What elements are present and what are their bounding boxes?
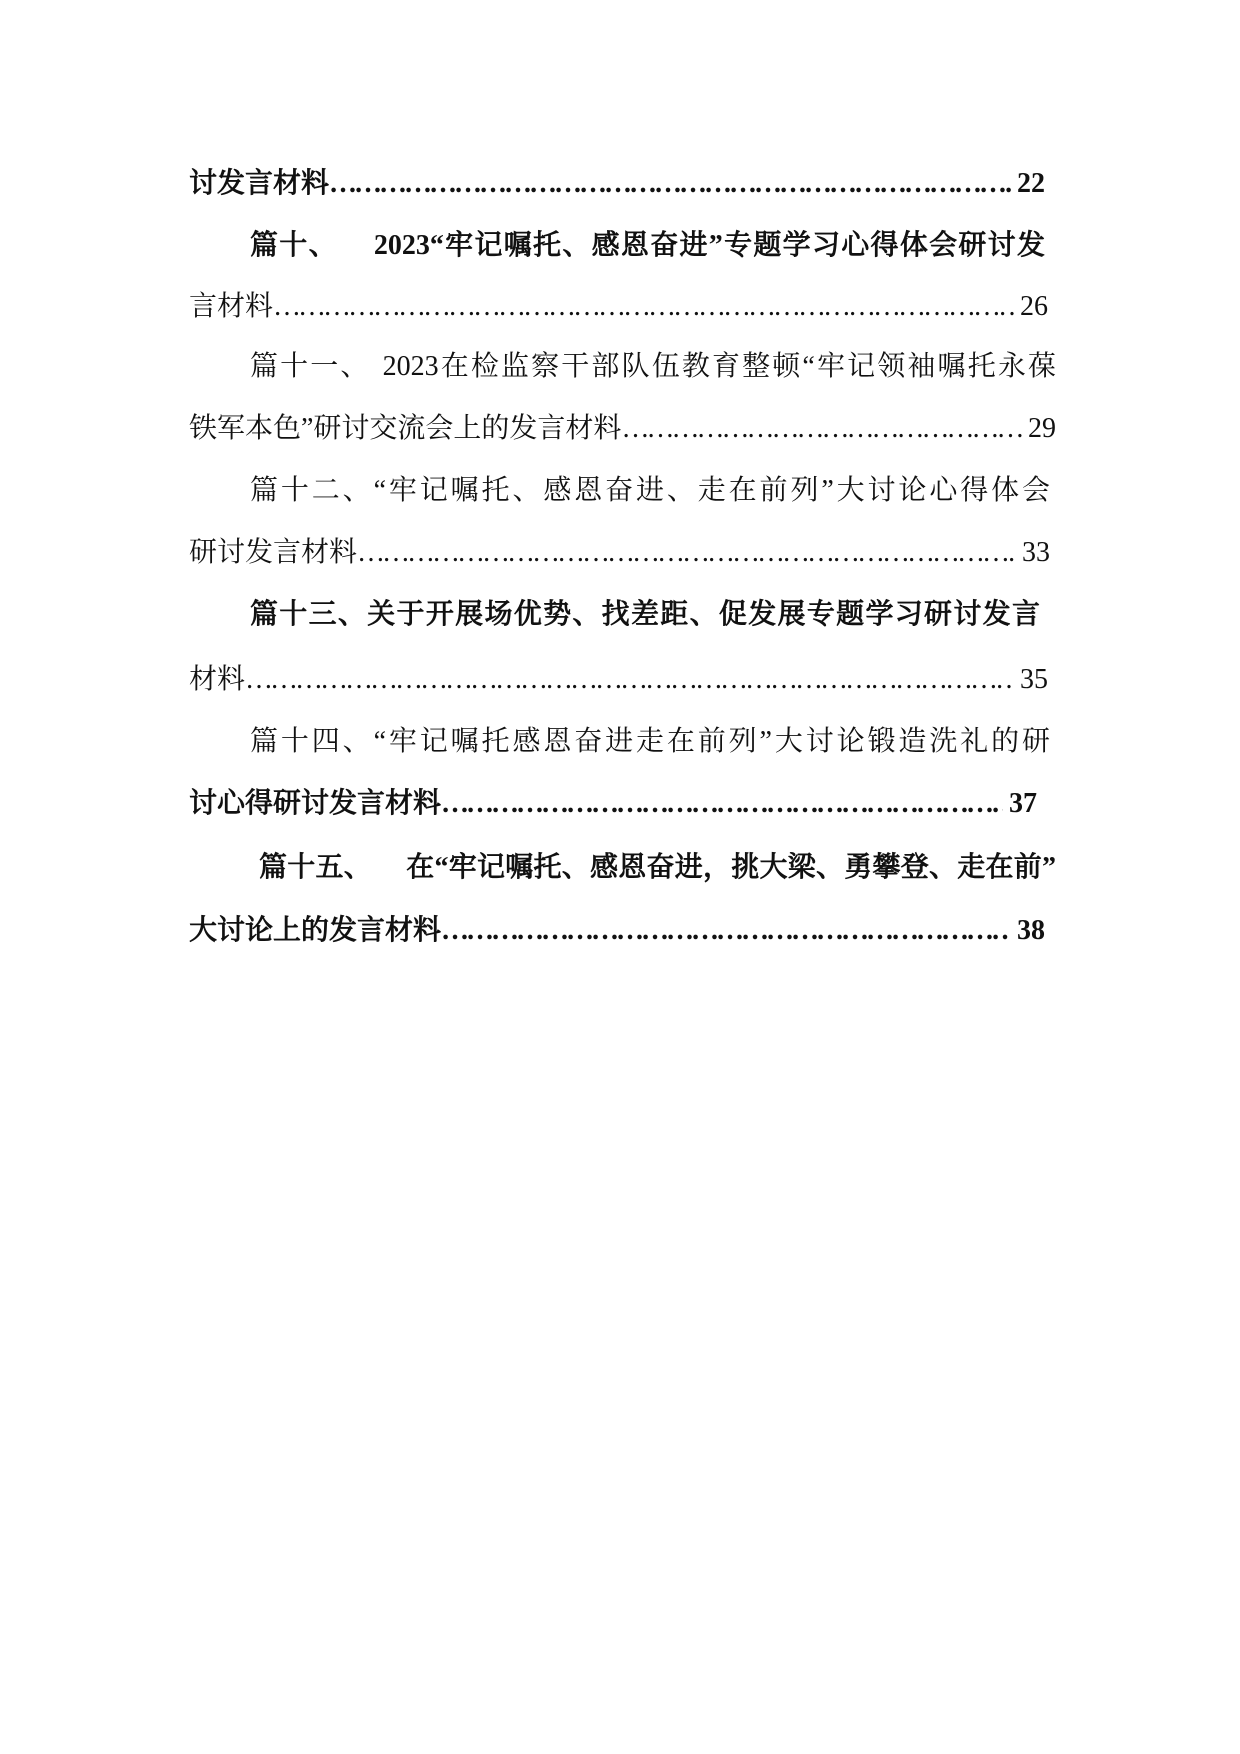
toc-entry-title: 铁军本色”研讨交流会上的发言材料 [189, 413, 622, 444]
toc-entry-11-heading[interactable] [250, 347, 1056, 387]
toc-entry-title: 研讨发言材料 [189, 537, 358, 568]
toc-entry-title: 2023在检监察干部队伍教育整顿“牢记领袖嘱托永葆 [382, 351, 1056, 382]
toc-entry-13-heading[interactable] [250, 595, 1040, 635]
toc-page-number: 35 [1020, 664, 1048, 695]
toc-entry-title: 讨心得研讨发言材料 [189, 788, 442, 819]
toc-entry-title: 大讨论上的发言材料 [189, 915, 442, 946]
toc-page-number: 22 [1017, 168, 1045, 199]
toc-entry-10-tail[interactable] [189, 287, 1048, 327]
toc-entry-title: 在“牢记嘱托、感恩奋进，挑大梁、勇攀登、走在前” [406, 852, 1056, 883]
dot-leader [441, 911, 1011, 951]
dot-leader [441, 784, 1003, 824]
toc-entry-label: 篇十四、 [250, 726, 374, 757]
toc-page-number: 26 [1020, 291, 1048, 322]
toc-entry-15-tail[interactable] [189, 911, 1045, 951]
dot-leader [273, 287, 1014, 327]
toc-entry-11-tail[interactable] [189, 409, 1056, 449]
toc-entry-title: 材料 [189, 664, 246, 695]
toc-page-number: 33 [1022, 537, 1050, 568]
dot-leader [357, 533, 1016, 573]
toc-entry-12-heading[interactable] [250, 471, 1050, 511]
toc-entry-12-tail[interactable] [189, 533, 1050, 573]
toc-entry-10-heading[interactable] [250, 226, 1045, 266]
toc-entry-label: 篇十二、 [250, 475, 374, 506]
toc-page-number: 38 [1017, 915, 1045, 946]
toc-entry-title: 言材料 [189, 291, 274, 322]
toc-entry-14-heading[interactable] [250, 722, 1050, 762]
toc-entry-15-heading[interactable] [259, 848, 1056, 888]
toc-entry-title: 关于开展场优势、找差距、促发展专题学习研讨发言 [367, 599, 1040, 630]
toc-page-number: 29 [1028, 413, 1056, 444]
toc-entry-13-tail[interactable] [189, 660, 1048, 700]
dot-leader [245, 660, 1014, 700]
toc-entry-title: “牢记嘱托感恩奋进走在前列”大讨论锻造洗礼的研 [373, 726, 1050, 757]
toc-entry-continued[interactable] [189, 164, 1045, 204]
toc-entry-label: 篇十三、 [250, 599, 368, 630]
toc-entry-14-tail[interactable] [189, 784, 1037, 824]
toc-entry-title: 2023“牢记嘱托、感恩奋进”专题学习心得体会研讨发 [373, 230, 1045, 261]
toc-entry-label: 篇十、 [250, 230, 338, 261]
toc-page-number: 37 [1009, 788, 1037, 819]
dot-leader [329, 164, 1011, 204]
toc-entry-label: 篇十一、 [250, 351, 371, 382]
toc-entry-title: “牢记嘱托、感恩奋进、走在前列”大讨论心得体会 [373, 475, 1050, 506]
toc-entry-label: 篇十五、 [259, 852, 372, 883]
toc-entry-title: 讨发言材料 [189, 168, 330, 199]
dot-leader [621, 409, 1022, 449]
